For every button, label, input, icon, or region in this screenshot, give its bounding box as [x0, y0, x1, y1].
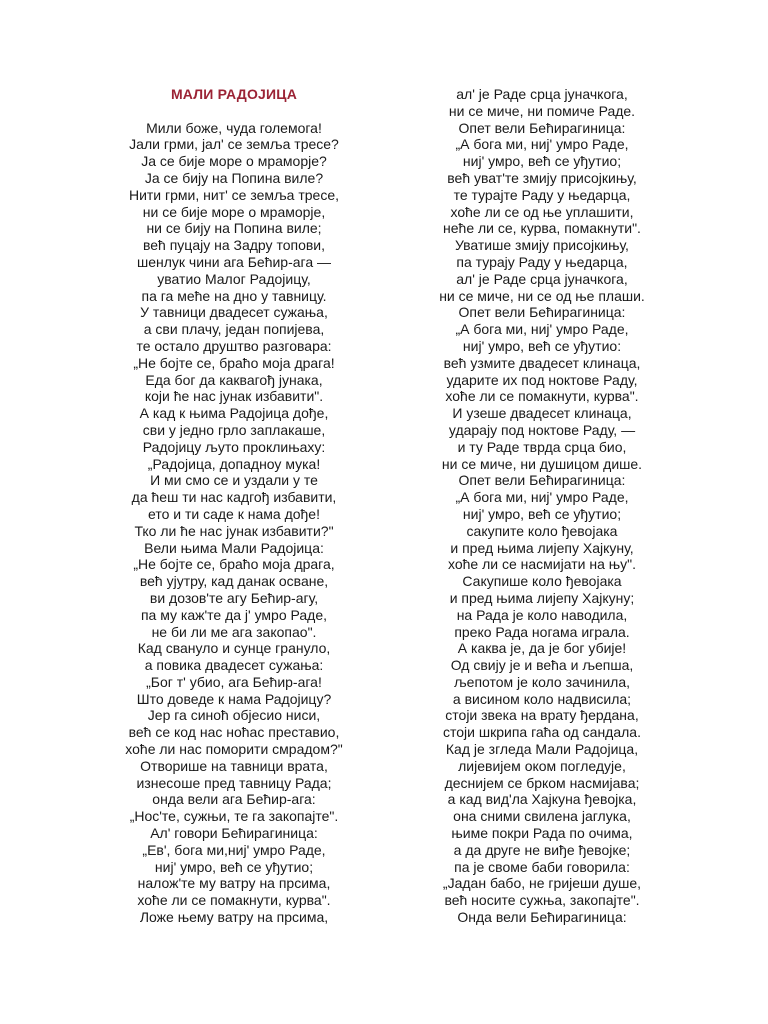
verse-line: а кад вид'ла Хајкуна ђевојка, [447, 791, 637, 808]
verse-line: Мили боже, чуда големога! [146, 119, 322, 136]
verse-line: А кад к њима Радојица дође, [139, 405, 329, 422]
verse-line: Отворише на тавници врата, [140, 757, 328, 774]
verse-line: лијевијем оком погледује, [458, 757, 626, 774]
verse-line: а висином коло надвисила; [452, 690, 632, 707]
verse-line: не би ли ме ага закопао". [151, 623, 317, 640]
verse-line: „Ев', бога ми,ниј' умро Раде, [142, 841, 326, 858]
verse-line: стоји шкрипа гаћа од сандала. [443, 724, 641, 741]
verse-line: а повика двадесет сужања: [144, 657, 324, 674]
verse-line: Ал' говори Бећирагиница: [150, 825, 318, 842]
verse-line: ал' је Раде срца јуначкога, [456, 86, 628, 102]
verse-line: ал' је Раде срца јуначкога, [456, 270, 628, 287]
verse-line: хоће ли нас поморити смрадом?" [125, 741, 343, 758]
verse-line: „Радојица, допадноу мука! [147, 455, 321, 472]
verse-line: ниј' умро, већ се уђутио: [462, 337, 622, 354]
verse-line: Радојицу љуто проклињаху: [142, 438, 326, 455]
verse-line: неће ли се, курва, помакнути". [443, 220, 641, 237]
verse-line: Ја се бију на Попина виле? [144, 169, 324, 186]
verse-line: љепотом је коло зачинила, [453, 673, 631, 690]
verse-line: ни се миче, ни душицом дише. [441, 455, 643, 472]
verse-line: изнесоше пред тавницу Рада; [136, 774, 332, 791]
verse-line: хоће ли се насмијати на њу". [448, 556, 636, 573]
verse-line: сви у једно грло заплакаше, [142, 421, 326, 438]
verse-line: У тавници двадесет сужања, [140, 304, 328, 321]
verse-line: И ми смо се и уздали у те [150, 472, 318, 489]
verse-line: онда вели ага Бећир-ага: [152, 791, 316, 808]
verse-line: А каква је, да је бог убије! [457, 640, 627, 657]
verse-line: и пред њима лијепу Хајкуну, [450, 539, 634, 556]
verse-line: те турајте Раду у њедарца, [453, 186, 631, 203]
verse-line: Кад је згледа Мали Радојица, [445, 741, 639, 758]
verse-line: налож'те му ватру на прсима, [137, 875, 331, 892]
verse-line: ни се бије море о мраморје, [142, 203, 326, 220]
verse-line: ударају под ноктове Раду, — [448, 421, 636, 438]
verse-line: И узеше двадесет клинаца, [452, 405, 632, 422]
verse-line: Тко ли ће нас јунак избавити?" [134, 522, 334, 539]
verse-line: који ће нас јунак избавити". [144, 388, 324, 405]
verse-line: Јали грми, јал' се земља тресе? [129, 136, 339, 153]
verse-line: Што доведе к нама Радојицу? [136, 690, 332, 707]
verse-line: а да друге не виђе ђевојке; [453, 841, 631, 858]
verse-line: Онда вели Бећирагиница: [457, 909, 627, 926]
verse-line: Вели њима Мали Радојица: [144, 539, 324, 556]
verse-line: сакупите коло ђевојака [466, 522, 618, 539]
verse-line: па је свомe баби говорила: [454, 858, 630, 875]
verse-line: па турају Раду у њедарца, [456, 253, 628, 270]
verse-line: Од свију је и већа и љепша, [450, 657, 634, 674]
verse-line: већ ујутру, кад данак осване, [139, 573, 329, 590]
verse-line: „Нос'те, сужњи, те га закопајте". [129, 808, 339, 825]
verse-line: ни се миче, ни помиче Раде. [448, 102, 636, 119]
verse-line: њиме покри Рада по очима, [451, 825, 633, 842]
verse-line: шенлук чини ага Бећир-ага — [136, 253, 332, 270]
verse-line: ниј' умро, већ се уђутио; [462, 505, 622, 522]
verse-line: „А бога ми, ниј' умро Раде, [455, 136, 629, 153]
verse-line: „Бог т' убио, ага Бећир-ага! [146, 673, 322, 690]
verse-line: ви дозов'те агу Бећир-агу, [149, 589, 319, 606]
verse-line: Уватише змију присојкињу, [455, 237, 629, 254]
verse-line: Ја се бије море о мраморје? [141, 153, 327, 170]
verse-line: стоји звека на врату ђердана, [445, 707, 639, 724]
verse-line: и пред њима лијепу Хајкуну; [449, 589, 635, 606]
verse-line: „Не бојте се, браћо моја драга, [133, 556, 335, 573]
verse-line: Нити грми, нит' се земља тресе, [128, 186, 340, 203]
verse-line: она сними свилена јаглука, [453, 808, 631, 825]
verse-line: већ узмите двадесет клинаца, [443, 354, 641, 371]
verse-line: Ложе њему ватру на прсима, [139, 909, 329, 926]
verse-line: Опет вели Бећирагиница: [458, 304, 626, 321]
verse-line: ни се миче, ни се од ње плаши. [439, 287, 645, 304]
right-verse-lines [370, 86, 714, 926]
left-verse-lines [62, 120, 406, 926]
verse-line: те остало друштво разговара: [136, 337, 332, 354]
right-column [370, 86, 714, 926]
verse-line: већ се код нас ноћас преставио, [128, 724, 340, 741]
verse-line: ниј' умро, већ се уђутио; [462, 153, 622, 170]
verse-line: „А бога ми, ниј' умро Раде, [455, 489, 629, 506]
verse-line: Јер га синоћ објесио ниси, [147, 707, 321, 724]
verse-line: ударите их под ноктове Раду, [446, 371, 638, 388]
verse-line: деснијем се брком насмијава; [444, 774, 640, 791]
verse-line: „Јадан бабо, не гријеши душе, [442, 875, 642, 892]
verse-line: хоће ли се помакнути, курва". [137, 892, 331, 909]
verse-line: већ уват'те змију присојкињу, [447, 169, 637, 186]
verse-line: ни се бију на Попина виле; [146, 220, 322, 237]
verse-line: ето и ти саде к нама дође! [148, 505, 320, 522]
verse-line: а сви плачу, један попијева, [143, 321, 325, 338]
verse-line: уватио Малог Радојицу, [157, 270, 311, 287]
verse-line: хоће ли се од ње уплашити, [450, 203, 634, 220]
verse-line: да ћеш ти нас кадгођ избавити, [131, 489, 337, 506]
verse-line: „А бога ми, ниј' умро Раде, [455, 321, 629, 338]
left-column [62, 86, 406, 926]
verse-line: на Рада је коло наводила, [456, 606, 628, 623]
verse-line: Опет вели Бећирагиница: [458, 119, 626, 136]
verse-line: Сакупише коло ђевојака [462, 573, 622, 590]
verse-line: и ту Раде тврда срца био, [457, 438, 627, 455]
verse-line: Опет вели Бећирагиница: [458, 472, 626, 489]
verse-line: већ пуцају на Задру топови, [142, 237, 326, 254]
verse-line: већ носите сужња, закопајте". [444, 892, 640, 909]
verse-line: Кад свануло и сунце грануло, [137, 640, 331, 657]
verse-line: Еда бог да каквагођ јунака, [145, 371, 323, 388]
poem-title: МАЛИ РАДОЈИЦА [170, 86, 298, 102]
verse-line: ниј' умро, већ се уђутио; [154, 858, 314, 875]
verse-line: хоће ли се помакнути, курва". [445, 388, 639, 405]
verse-line: па му каж'те да ј' умро Раде, [140, 606, 328, 623]
verse-line: па га меће на дно у тавницу. [141, 287, 327, 304]
verse-line: „Не бојте се, браћо моја драга! [133, 354, 335, 371]
verse-line: преко Рада ногама играла. [454, 623, 630, 640]
